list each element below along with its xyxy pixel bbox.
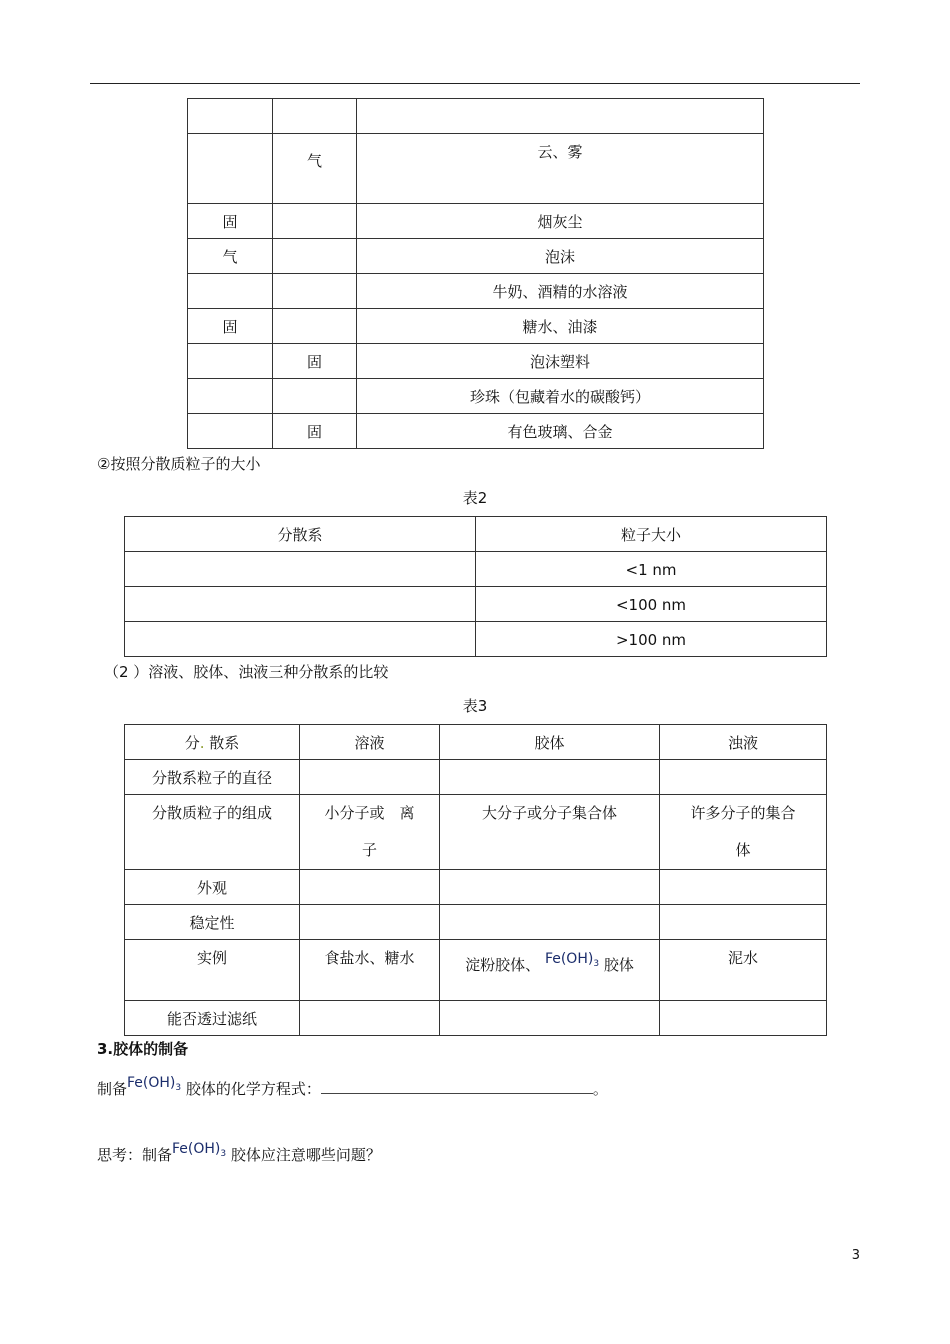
table-header-row <box>125 517 827 552</box>
table-row <box>188 344 764 379</box>
table-row <box>125 587 827 622</box>
table-row <box>125 552 827 587</box>
table-cell <box>300 870 440 905</box>
table-cell <box>188 99 273 134</box>
table-cell <box>660 905 827 940</box>
cell-line: 体 <box>735 841 751 859</box>
line-text: 胶体的化学方程式： <box>185 1080 321 1098</box>
table-cell <box>660 1001 827 1036</box>
table-cell <box>300 1001 440 1036</box>
table-cell <box>273 379 357 414</box>
column-header: 粒子大小 <box>476 517 827 552</box>
table-row <box>188 414 764 449</box>
table-row <box>188 239 764 274</box>
column-header <box>125 725 300 760</box>
cell-line: 子 <box>361 841 377 859</box>
table-cell <box>300 905 440 940</box>
table-cell <box>273 239 357 274</box>
section-label-comparison: （2 ）溶液、胶体、浊液三种分散系的比较 <box>104 663 389 681</box>
column-header: 浊液 <box>660 725 827 760</box>
formula-fe-oh-3 <box>172 1141 226 1157</box>
table-row <box>188 99 764 134</box>
table-row <box>125 622 827 657</box>
formula-subscript: 3 <box>220 1149 227 1159</box>
dot-icon: . <box>199 734 205 752</box>
line-text: 胶体应注意哪些问题？ <box>230 1146 381 1164</box>
table-cell: >100 nm <box>476 622 827 657</box>
table-cell: 固 <box>188 309 273 344</box>
header-text: 分 <box>184 734 200 752</box>
table-cell: 烟灰尘 <box>357 204 764 239</box>
cell-line: 小分子或 离 <box>324 804 415 822</box>
particle-size-table <box>124 516 827 657</box>
formula-subscript: 3 <box>175 1083 182 1093</box>
table-row <box>125 795 827 870</box>
table-cell <box>357 99 764 134</box>
table-cell <box>273 274 357 309</box>
page-number: 3 <box>851 1248 860 1263</box>
row-label: 分散质粒子的组成 <box>125 795 300 870</box>
table-cell: 泥水 <box>660 940 827 1001</box>
table-cell <box>660 760 827 795</box>
table-row <box>188 309 764 344</box>
answer-blank[interactable] <box>321 1079 593 1094</box>
cell-text: 胶体 <box>603 956 634 974</box>
table-cell: <1 nm <box>476 552 827 587</box>
table-cell: 气 <box>273 134 357 204</box>
table-cell <box>660 795 827 870</box>
table-cell: 云、雾 <box>357 134 764 204</box>
table-header-row <box>125 725 827 760</box>
table-cell <box>273 309 357 344</box>
table-cell: 固 <box>273 414 357 449</box>
header-rule <box>90 83 860 84</box>
formula-text: Fe(OH) <box>127 1075 176 1091</box>
table-cell: 固 <box>273 344 357 379</box>
table-row <box>188 134 764 204</box>
line-text: 思考：制备 <box>97 1146 173 1164</box>
table-cell <box>125 622 476 657</box>
row-label: 稳定性 <box>125 905 300 940</box>
section-label-particle-size: ②按照分散质粒子的大小 <box>97 455 261 473</box>
table-3-caption: 表3 <box>462 697 488 715</box>
table-row <box>188 379 764 414</box>
dispersion-table-1 <box>187 98 764 449</box>
table-cell <box>273 204 357 239</box>
table-cell: 气 <box>188 239 273 274</box>
line-text: 。 <box>592 1080 608 1098</box>
table-cell <box>440 940 660 1001</box>
formula-text: Fe(OH) <box>544 951 594 967</box>
table-cell: 食盐水、糖水 <box>300 940 440 1001</box>
table-cell <box>660 870 827 905</box>
table-cell: 牛奶、酒精的水溶液 <box>357 274 764 309</box>
column-header: 胶体 <box>440 725 660 760</box>
table-row <box>125 905 827 940</box>
equation-prompt-line <box>97 1075 608 1099</box>
think-question-line <box>97 1141 381 1165</box>
table-cell: 有色玻璃、合金 <box>357 414 764 449</box>
comparison-table <box>124 724 827 1036</box>
table-cell <box>188 344 273 379</box>
table-cell <box>440 870 660 905</box>
section-heading-colloid-preparation: 3.胶体的制备 <box>97 1040 189 1058</box>
table-cell: 泡沫 <box>357 239 764 274</box>
table-cell <box>300 760 440 795</box>
formula-text: Fe(OH) <box>172 1141 221 1157</box>
formula-fe-oh-3 <box>545 951 599 967</box>
line-text: 制备 <box>97 1080 128 1098</box>
table-cell <box>188 274 273 309</box>
table-row <box>125 940 827 1001</box>
header-text: 散系 <box>209 734 240 752</box>
table-cell: 固 <box>188 204 273 239</box>
row-label: 能否透过滤纸 <box>125 1001 300 1036</box>
table-cell <box>440 905 660 940</box>
column-header: 分散系 <box>125 517 476 552</box>
table-cell <box>188 134 273 204</box>
table-row <box>125 760 827 795</box>
table-row <box>188 204 764 239</box>
table-row <box>188 274 764 309</box>
table-cell: <100 nm <box>476 587 827 622</box>
row-label: 外观 <box>125 870 300 905</box>
table-row <box>125 1001 827 1036</box>
table-cell <box>440 1001 660 1036</box>
formula-fe-oh-3 <box>127 1075 181 1091</box>
row-label: 实例 <box>125 940 300 1001</box>
cell-text: 淀粉胶体、 <box>465 956 541 974</box>
table-cell <box>273 99 357 134</box>
table-cell <box>440 760 660 795</box>
table-cell: 珍珠（包藏着水的碳酸钙） <box>357 379 764 414</box>
table-cell <box>188 414 273 449</box>
table-cell: 大分子或分子集合体 <box>440 795 660 870</box>
table-cell <box>188 379 273 414</box>
table-row <box>125 870 827 905</box>
table-cell <box>300 795 440 870</box>
table-cell <box>125 552 476 587</box>
table-2-caption: 表2 <box>462 489 488 507</box>
table-cell <box>125 587 476 622</box>
cell-line: 许多分子的集合 <box>690 804 796 822</box>
column-header: 溶液 <box>300 725 440 760</box>
table-cell: 泡沫塑料 <box>357 344 764 379</box>
table-cell: 糖水、油漆 <box>357 309 764 344</box>
row-label: 分散系粒子的直径 <box>125 760 300 795</box>
formula-subscript: 3 <box>593 959 600 969</box>
